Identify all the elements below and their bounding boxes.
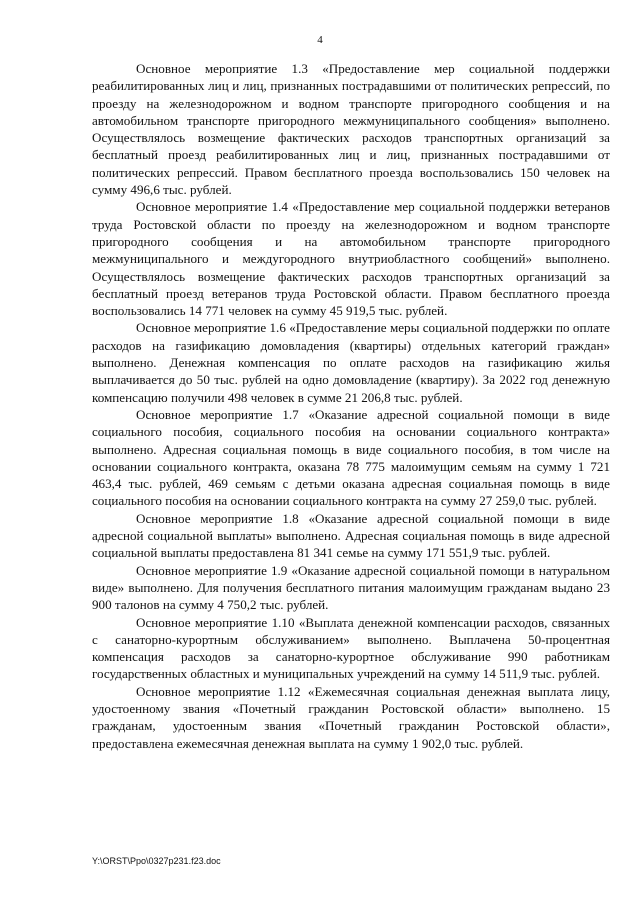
paragraph-measure-1-12: Основное мероприятие 1.12 «Ежемесячная социальная денежная выплата лицу, удостоенному звания «Почетный гражданин Ростовской области» выполнено. 15 гражданам, удостоенным звания «Почетный гражданин Ростовской области», предоставлена ежемесячная денежная выплата на сумму 1 902,0 тыс. рублей. bbox=[92, 683, 610, 751]
document-body bbox=[92, 60, 610, 752]
paragraph-measure-1-7: Основное мероприятие 1.7 «Оказание адресной социальной помощи в виде социального пособия, социального пособия на основании социального контракта» выполнено. Адресная социальная помощь в виде социального пособия, в том числе на основании социального контракта, оказана 78 775 малоимущим семьям на сумму 1 721 463,4 тыс. рублей, 469 семьям с детьми оказана адресная социальная помощь в виде социального пособия на основании социального контракта на сумму 27 259,0 тыс. рублей. bbox=[92, 406, 610, 509]
paragraph-measure-1-10: Основное мероприятие 1.10 «Выплата денежной компенсации расходов, связанных с санаторно-курортным обслуживанием» выполнено. Выплачена 50-процентная компенсация расходов за санаторно-курортное обслуживание 990 работникам государственных областных и муниципальных учреждений на сумму 14 511,9 тыс. рублей. bbox=[92, 614, 610, 682]
footer-file-path: Y:\ORST\Ppo\0327p231.f23.doc bbox=[92, 856, 221, 866]
paragraph-measure-1-3: Основное мероприятие 1.3 «Предоставление мер социальной поддержки реабилитированных лиц и лиц, признанных пострадавшими от политических репрессий, по проезду на железнодорожном и водном транспорте пригородного сообщения и на автомобильном транспорте пригородного межмуниципального сообщения» выполнено. Осуществлялось возмещение фактических расходов транспортных организаций за бесплатный проезд реабилитированных лиц и лиц, признанных пострадавшими от политических репрессий. Правом бесплатного проезда воспользовались 150 человек на сумму 496,6 тыс. рублей. bbox=[92, 61, 610, 198]
paragraph-measure-1-9: Основное мероприятие 1.9 «Оказание адресной социальной помощи в натуральном виде» выполнено. Для получения бесплатного питания малоимущим гражданам выдано 23 900 талонов на сумму 4 750,2 тыс. рублей. bbox=[92, 562, 610, 613]
paragraph-measure-1-6: Основное мероприятие 1.6 «Предоставление меры социальной поддержки по оплате расходов на газификацию домовладения (квартиры) отдельных категорий граждан» выполнено. Денежная компенсация по оплате расходов на газификацию жилья выплачивается до 50 тыс. рублей на одно домовладение (квартиру). За 2022 год денежную компенсацию получили 498 человек в сумме 21 206,8 тыс. рублей. bbox=[92, 320, 610, 405]
paragraph-measure-1-4: Основное мероприятие 1.4 «Предоставление мер социальной поддержки ветеранов труда Ростовской области по проезду на железнодорожном и водном транспорте пригородного сообщения и на автомобильном транспорте пригородного межмуниципального и междугородного внутриобластного сообщений» выполнено. Осуществлялось возмещение фактических расходов транспортных организаций за бесплатный проезд ветеранов труда Ростовской области. Правом бесплатного проезда воспользовались 14 771 человек на сумму 45 919,5 тыс. рублей. bbox=[92, 199, 610, 319]
paragraph-measure-1-8: Основное мероприятие 1.8 «Оказание адресной социальной помощи в виде адресной социальной выплаты» выполнено. Адресная социальная помощь в виде адресной социальной выплаты предоставлена 81 341 семье на сумму 171 551,9 тыс. рублей. bbox=[92, 510, 610, 561]
page-number: 4 bbox=[317, 34, 323, 46]
